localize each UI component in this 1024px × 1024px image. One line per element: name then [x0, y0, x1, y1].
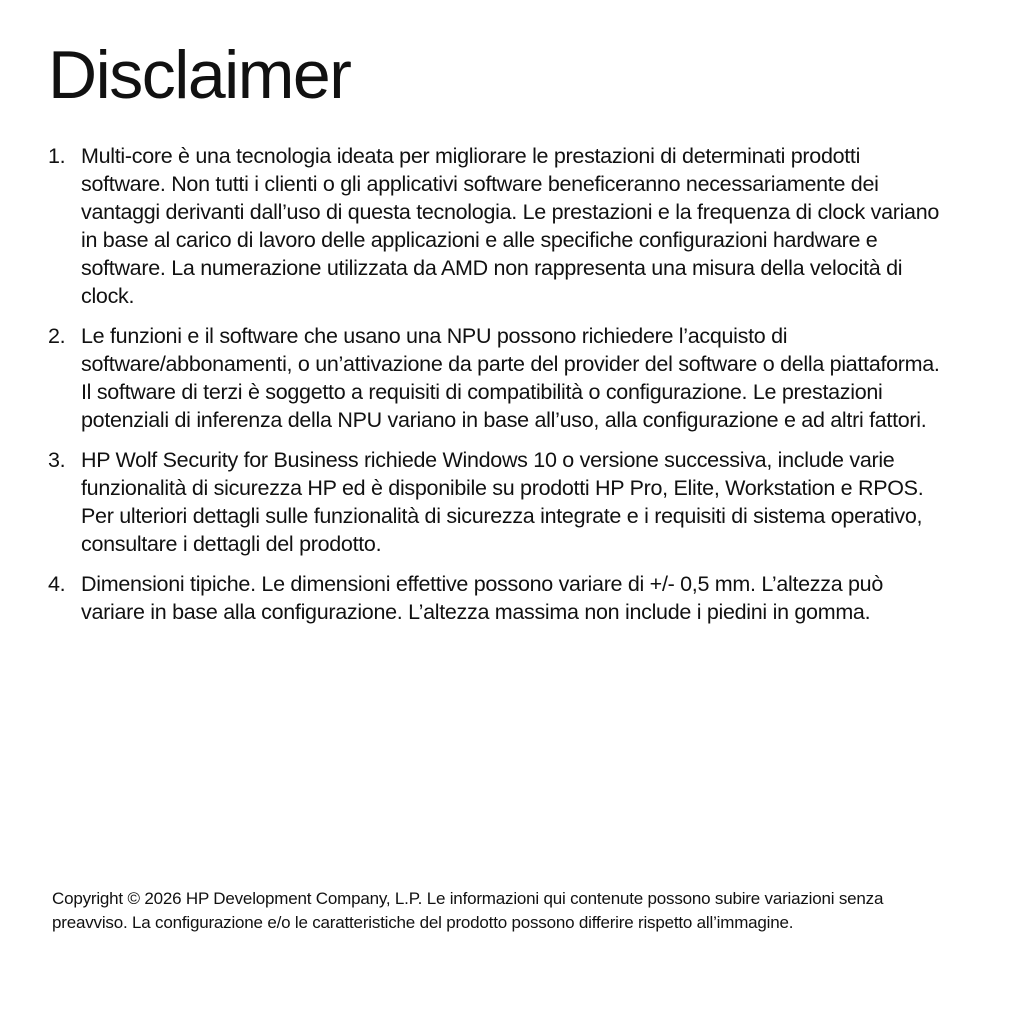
disclaimer-item-1: [48, 142, 948, 310]
item-text: HP Wolf Security for Business richiede Windows 10 o versione successiva, include varie funzionalità di sicurezza HP ed è disponibile su prodotti HP Pro, Elite, Workstation e RPOS. Per ulteriori dettagli sulle funzionalità di sicurezza integrate e i requisiti di sistema operativo, consultare i dettagli del prodotto.: [81, 448, 924, 556]
item-number: 3.: [48, 448, 66, 472]
disclaimer-item-2: [48, 322, 948, 434]
copyright-notice: Copyright © 2026 HP Development Company, L.P. Le informazioni qui contenute possono subire variazioni senza preavviso. La configurazione e/o le caratteristiche del prodotto possono differire rispetto all’immagine.: [52, 889, 884, 932]
item-text: Dimensioni tipiche. Le dimensioni effettive possono variare di +/- 0,5 mm. L’altezza può variare in base alla configurazione. L’altezza massima non include i piedini in gomma.: [81, 572, 883, 624]
item-number: 1.: [48, 144, 66, 168]
item-text: Le funzioni e il software che usano una NPU possono richiedere l’acquisto di software/abbonamenti, o un’attivazione da parte del provider del software o della piattaforma. Il software di terzi è soggetto a requisiti di compatibilità o configurazione. Le prestazioni potenziali di inferenza della NPU variano in base all’uso, alla configurazione e ad altri fattori.: [81, 324, 940, 432]
item-number: 2.: [48, 324, 66, 348]
disclaimer-item-3: [48, 446, 948, 558]
disclaimer-list: [48, 142, 948, 638]
disclaimer-item-4: [48, 570, 948, 626]
item-text: Multi-core è una tecnologia ideata per migliorare le prestazioni di determinati prodotti software. Non tutti i clienti o gli applicativi software beneficeranno necessariamente dei vantaggi derivanti dall’uso di questa tecnologia. Le prestazioni e la frequenza di clock variano in base al carico di lavoro delle applicazioni e alle specifiche configurazioni hardware e software. La numerazione utilizzata da AMD non rappresenta una misura della velocità di clock.: [81, 144, 940, 308]
item-number: 4.: [48, 572, 66, 596]
page-title: Disclaimer: [48, 37, 351, 113]
